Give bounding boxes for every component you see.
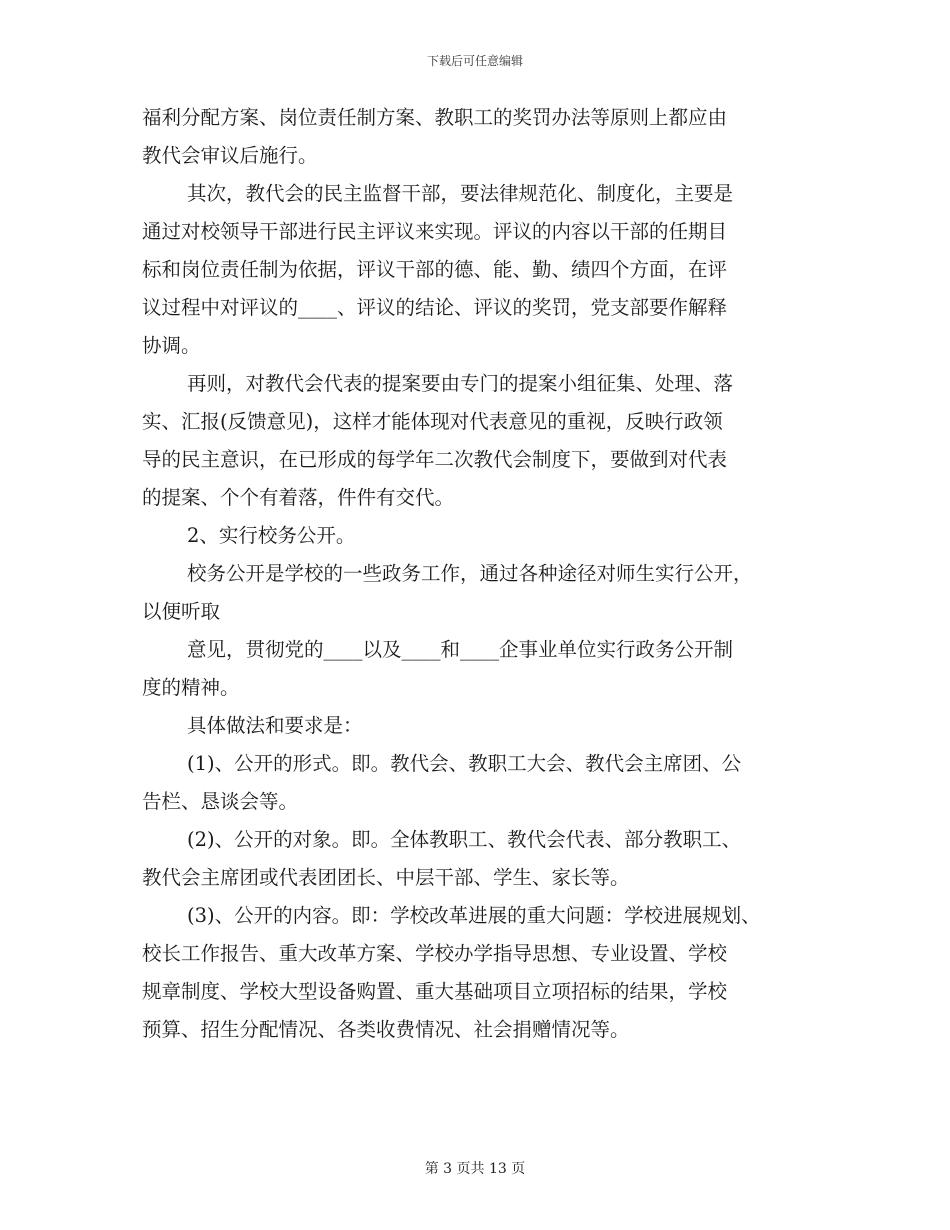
text-line: 校务公开是学校的一些政务工作，通过各种途径对师生实行公开， bbox=[187, 562, 753, 585]
text-line: (3)、公开的内容。即：学校改革进展的重大问题：学校进展规划、 bbox=[187, 904, 761, 927]
text-line: 的提案、个个有着落，件件有交代。 bbox=[142, 486, 455, 509]
text-line: 实、汇报(反馈意见)，这样才能体现对代表意见的重视，反映行政领 bbox=[142, 410, 723, 433]
page-footer: 第 3 页共 13 页 bbox=[424, 1161, 526, 1177]
text-line: 预算、招生分配情况、各类收费情况、社会捐赠情况等。 bbox=[142, 1018, 630, 1041]
text-line: (2)、公开的对象。即。全体教职工、教代会代表、部分教职工、 bbox=[187, 828, 742, 851]
text-line: 协调。 bbox=[142, 334, 201, 357]
text-line: 议过程中对评议的____、评议的结论、评议的奖罚，党支部要作解释 bbox=[142, 296, 728, 319]
text-line: 以便听取 bbox=[142, 600, 221, 623]
text-line: 校长工作报告、重大改革方案、学校办学指导思想、专业设置、学校 bbox=[142, 942, 728, 965]
text-line: 规章制度、学校大型设备购置、重大基础项目立项招标的结果，学校 bbox=[142, 980, 728, 1003]
text-line: (1)、公开的形式。即。教代会、教职工大会、教代会主席团、公 bbox=[187, 752, 742, 775]
text-line: 教代会主席团或代表团团长、中层干部、学生、家长等。 bbox=[142, 866, 630, 889]
text-line: 意见，贯彻党的____以及____和____企事业单位实行政务公开制 bbox=[187, 638, 734, 661]
text-line: 度的精神。 bbox=[142, 676, 240, 699]
text-line: 再则，对教代会代表的提案要由专门的提案小组征集、处理、落 bbox=[187, 372, 734, 395]
document-body bbox=[142, 99, 822, 1049]
text-line: 教代会审议后施行。 bbox=[142, 144, 318, 167]
text-line: 其次，教代会的民主监督干部，要法律规范化、制度化，主要是 bbox=[187, 182, 734, 205]
text-line: 导的民主意识，在已形成的每学年二次教代会制度下，要做到对代表 bbox=[142, 448, 728, 471]
text-line: 通过对校领导干部进行民主评议来实现。评议的内容以干部的任期目 bbox=[142, 220, 728, 243]
text-line: 具体做法和要求是： bbox=[187, 714, 363, 737]
text-line: 福利分配方案、岗位责任制方案、教职工的奖罚办法等原则上都应由 bbox=[142, 106, 728, 129]
text-line: 2、实行校务公开。 bbox=[187, 524, 356, 547]
page-header: 下载后可任意编辑 bbox=[426, 54, 523, 68]
text-line: 标和岗位责任制为依据，评议干部的德、能、勤、绩四个方面，在评 bbox=[142, 258, 728, 281]
text-line: 告栏、恳谈会等。 bbox=[142, 790, 299, 813]
